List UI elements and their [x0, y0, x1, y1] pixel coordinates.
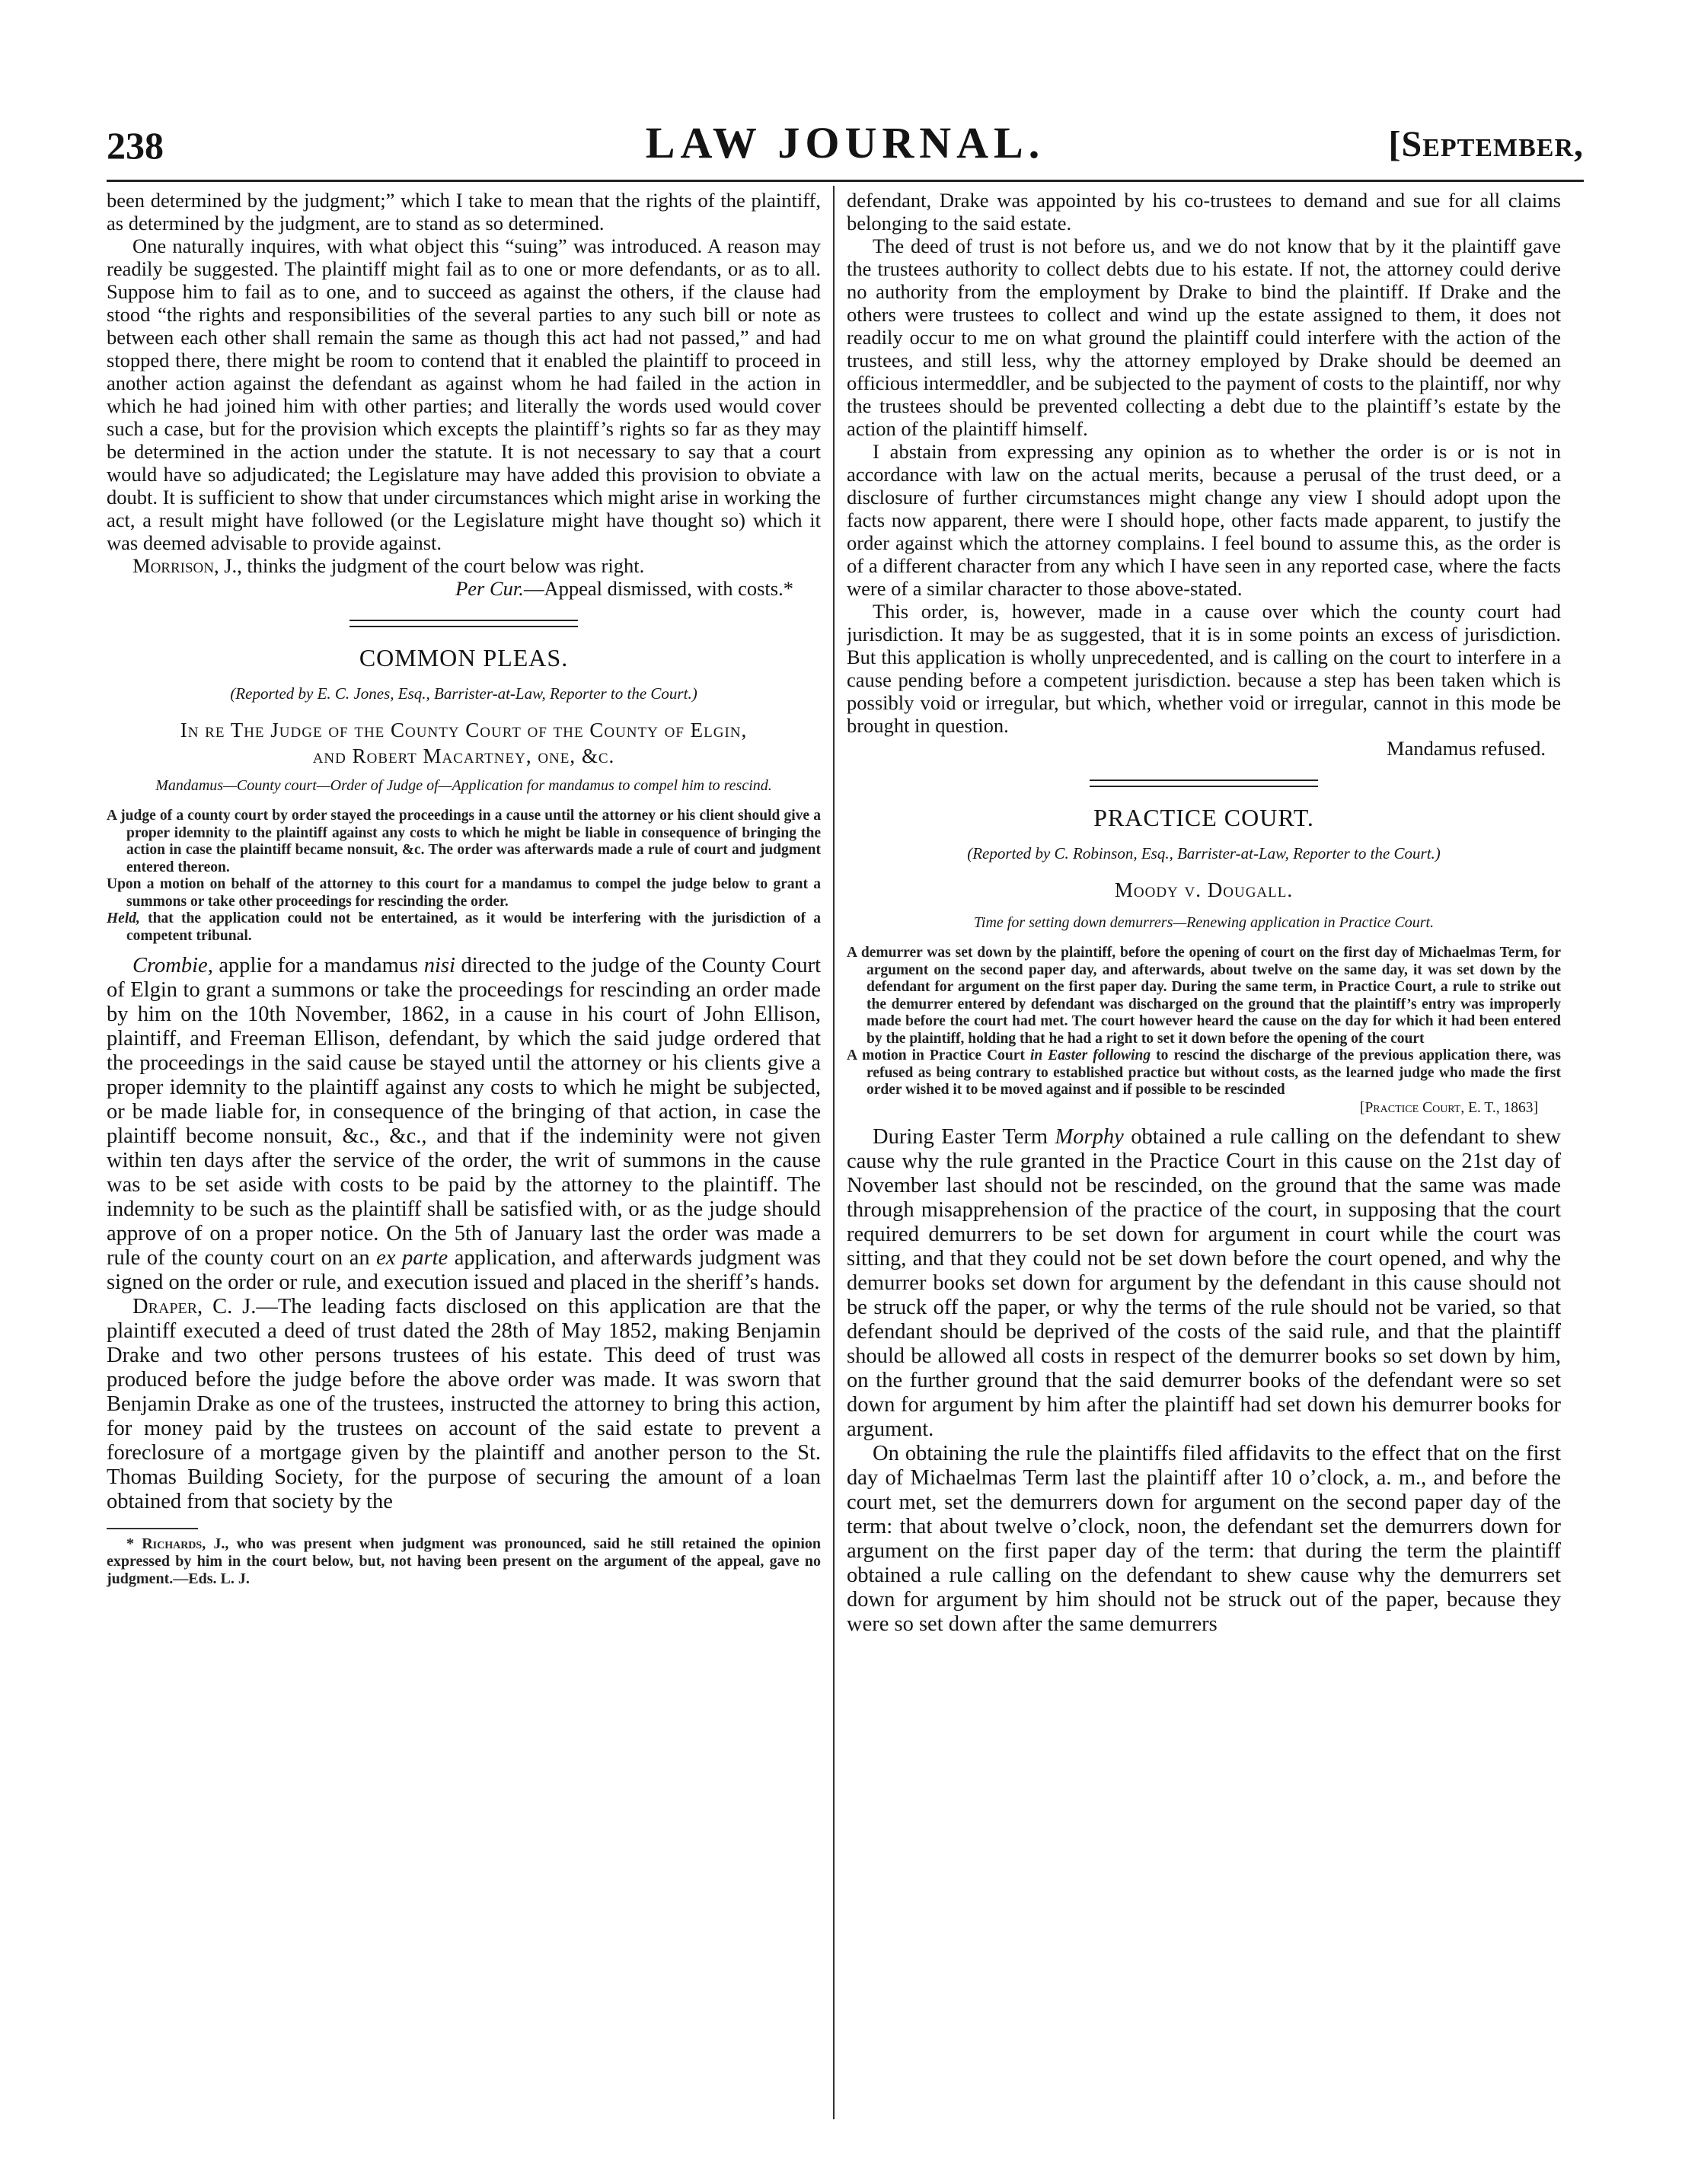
easter-term-paragraph [847, 1125, 1561, 1442]
draper-opinion [107, 1295, 821, 1514]
counsel-name: Morphy [1055, 1124, 1124, 1149]
text-run: During Easter Term [873, 1124, 1055, 1149]
headnote: A judge of a county court by order stayed the proceedings in a cause until the attorney or his client should give a proper idemnity to the plaintiff against any costs to which he might be liable in consequence of bringing the action in case the plaintiff became nonsuit, &c. The order was afterwards made a rule of court and judgment entered thereon. [107, 808, 821, 875]
morrison-opinion [107, 554, 821, 577]
paragraph-continuation: defendant, Drake was appointed by his co-trustees to demand and sue for all claims belonging to the said estate. [847, 189, 1561, 234]
footnote-text: who was present when judgment was pronounced, said he still retained the opinion expressed by him in the court below, but, not having been present on the argument of the appeal, gave no judgment.—Eds. L. J. [107, 1535, 821, 1587]
opinion-text: thinks the judgment of the court below was right. [241, 554, 645, 577]
header-rule [107, 180, 1584, 182]
text-run: obtained a rule calling on the defendant to shew cause why the rule granted in the Practice Court in this cause on the 21st day of November last should not be rescinded, on the ground that the same was made through misapprehension of the practice of the court, in supposing that the court required demurrers to be set down for argument in court while the court was sitting, and that they could not be set down before the court opened, and why the demurrer books set down for argument by the defendant in this cause should not be struck off the paper, or why the terms of the rule should not be varied, so that defendant should be deprived of the costs of the said rule, and that the plaintiff should be allowed all costs in respect of the demurrer books so set down by him, on the further ground that the said demurrer books of the defendant were so set down for argument by him after the plaintiff had set down his demurrer books for argument. [847, 1124, 1561, 1441]
journal-title: LAW JOURNAL. [645, 118, 1045, 167]
text-run: directed to the judge of the County Court of Elgin to grant a summons or take the proceedings for rescinding an order made by him on the 10th November, 1862, in a cause in his court of John Ellison, plaintiff, and Freeman Ellison, defendant, by which the said judge ordered that the proceedings in the said cause be stayed until the attorney or his clients give a proper idemnity to the plaintiff against any costs to which he might be subjected, or be made liable for, in consequence of the bringing of that action, in case the plaintiff become nonsuit, &c., &c., and that if the indeminity were not given within ten days after the service of the order, the writ of summons in the cause was to be set aside with costs to be paid by the attorney to the plaintiff. The indemnity to be such as the plaintiff shall be satisfied with, or as the judge should approve of on a proper notice. On the 5th of January last the order was made a rule of the county court on an [107, 954, 821, 1270]
case-title: In re The Judge of the County Court of the County of Elgin, [180, 719, 748, 741]
section-title-practice-court: PRACTICE COURT. [1093, 804, 1314, 831]
case-title: Moody v. Dougall. [1114, 878, 1294, 901]
italic-term: in Easter following [1029, 1047, 1151, 1063]
footnote-rule [107, 1528, 198, 1529]
disposition: Mandamus refused. [1387, 737, 1546, 760]
counsel-name: Crombie, [132, 954, 213, 977]
italic-term: ex parte [376, 1246, 448, 1270]
per-curiam [107, 577, 821, 600]
paragraph: One naturally inquires, with what object this “suing” was introduced. A reason may readily be suggested. The plaintiff might fail as to one or more defendants, or as to all. Suppose him to fail as to one, and to succeed as against the others, if the clause had stood “the rights and responsibilities of the several parties to any such bill or note as between each other shall remain the same as though this act had not passed,” and had stopped there, there might be room to contend that it enabled the plaintiff to proceed in another action against the defendant as against whom he had failed in the action in which he had joined him with other parties; and literally the words used would cover such a case, but for the provision which excepts the plaintiff’s rights so far as they may be determined in the action under the statute. It is not necessary to say that a court would have so adjudicated; the Legislature may have added this provision to obviate a doubt. It is sufficient to show that under circumstances which might arise in working the act, a result might have followed (or the Legislature might have thought so) which it was deemed advisable to provide against. [107, 234, 821, 554]
case-citation: [Practice Court, E. T., 1863] [1359, 1099, 1538, 1116]
paragraph: This order, is, however, made in a cause over which the county court had jurisdiction. It may be as suggested, that it is in some points an excess of jurisdiction. But this application is wholly unprecedented, and is calling on the court to interfere in a cause pending before a competent jurisdiction. because a step has been taken which is possibly void or irregular, but which, whether void or irregular, cannot in this mode be brought in question. [847, 600, 1561, 737]
case-title-line2: and Robert Macartney, one, &c. [312, 744, 615, 767]
catchwords: Mandamus—County court—Order of Judge of—Application for mandamus to compel him to rescind. [155, 777, 772, 794]
section-title-common-pleas: COMMON PLEAS. [359, 644, 569, 671]
reporter-note: (Reported by C. Robinson, Esq., Barrister-at-Law, Reporter to the Court.) [967, 844, 1441, 862]
newspaper-page [107, 107, 1584, 2131]
column-separator [833, 186, 835, 2119]
judge-name: Morrison, J., [132, 554, 242, 577]
headnote [847, 1047, 1561, 1099]
judge-name: Draper, C. J. [132, 1295, 257, 1318]
held-label: Held, [107, 910, 140, 926]
paragraph: I abstain from expressing any opinion as to whether the order is or is not in accordance with law on the actual merits, because a perusal of the trust deed, or a disclosure of further circumstances might change any view I should adopt upon the facts now apparent, there were I should hope, other facts made apparent, to justify the order against which the attorney complains. I feel bound to assume this, as the order is of a different character from any which I have seen in any reported case, where the facts were of a similar character to those above-stated. [847, 440, 1561, 600]
text-run: application, and afterwards judgment was signed on the order or rule, and execution issued and placed in the sheriff’s hands. [107, 1246, 821, 1294]
opinion-text: —The leading facts disclosed on this application are that the plaintiff executed a deed of trust dated the 28th of May 1852, making Benjamin Drake and two other persons trustees of his estate. This deed of trust was produced before the judge before the above order was made. It was sworn that Benjamin Drake as one of the trustees, instructed the attorney to bring this action, for money paid by the trustees on account of the said estate to prevent a foreclosure of a mortgage given by the plaintiff and another person to the St. Thomas Building Society, for the purpose of securing the amount of a loan obtained from that society by the [107, 1295, 821, 1513]
headnote: Upon a motion on behalf of the attorney to this court for a mandamus to compel the judge below to grant a summons or take other proceedings for rescinding the order. [107, 876, 821, 910]
section-divider [349, 620, 578, 627]
headnote-held [107, 910, 821, 945]
headnote: A demurrer was set down by the plaintiff, before the opening of court on the first day of Michaelmas Term, for argument on the second paper day, and afterwards, about twelve on the same day, it was set down by the defendant for argument on the first paper day. During the same term, in Practice Court, a rule to strike out the demurrer entered by defendant was discharged on the ground that the plaintiff’s entry was improperly made before the court had met. The court however heard the cause on the day for which it had been entered by the plaintiff, holding that he had a right to set it down before the opening of the court [847, 945, 1561, 1047]
footnote-judge: * Richards, J., [126, 1535, 229, 1552]
footnote [107, 1535, 821, 1588]
page-header [107, 117, 1584, 174]
disposition-text: —Appeal dismissed, with costs.* [523, 577, 793, 600]
spacer [107, 945, 821, 954]
section-divider [1090, 780, 1318, 787]
crombie-paragraph [107, 954, 821, 1295]
text-run: applie for a mandamus [212, 954, 424, 977]
right-column [847, 189, 1561, 2115]
paragraph-continuation: been determined by the judgment;” which I take to mean that the rights of the plaintiff, as determined by the judgment, are to stand as so determined. [107, 189, 821, 234]
affidavits-paragraph: On obtaining the rule the plaintiffs filed affidavits to the effect that on the first day of Michaelmas Term last the plaintiff after 10 o’clock, a. m., and before the court met, set the demurrers down for argument on the second paper day of the term: that about twelve o’clock, noon, the defendant set the demurrers down for argument on the first paper day of the term: that during the term the plaintiff obtained a rule calling on the defendant to shew cause why the demurrers set down for argument by him should not be struck out of the paper, because they were so set down after the same demurrers [847, 1441, 1561, 1636]
paragraph: The deed of trust is not before us, and we do not know that by it the plaintiff gave the trustees authority to collect debts due to his estate. If not, the attorney could derive no authority from the employment by Drake to bind the plaintiff. If Drake and the others were trustees to collect and wind up the estate assigned to them, it does not readily occur to me on what ground the plaintiff could interfere with the action of the trustees, and still less, why the attorney employed by Drake should be deemed an officious intermeddler, and be subjected to the payment of costs to the plaintiff, nor why the trustees should be prevented collecting a debt due to the plaintiff’s estate by the action of the plaintiff himself. [847, 234, 1561, 440]
left-column [107, 189, 821, 2115]
catchwords: Time for setting down demurrers—Renewing application in Practice Court. [973, 914, 1435, 931]
running-month: [September, [1388, 124, 1584, 164]
page-number: 238 [107, 124, 164, 167]
text-run: A motion in Practice Court [847, 1047, 1030, 1063]
held-text: that the application could not be entertained, as it would be interfering with the jurisdiction of a competent tribunal. [126, 910, 821, 944]
text-run: to rescind the discharge of the previous application there, was refused as being contrary to established practice but without costs, as the learned judge who made the first order wished it to be moved against and if possible to be rescinded [867, 1047, 1561, 1098]
italic-term: nisi [423, 954, 455, 977]
per-cur-label: Per Cur. [455, 577, 524, 600]
reporter-note: (Reported by E. C. Jones, Esq., Barrister-at-Law, Reporter to the Court.) [230, 684, 697, 703]
